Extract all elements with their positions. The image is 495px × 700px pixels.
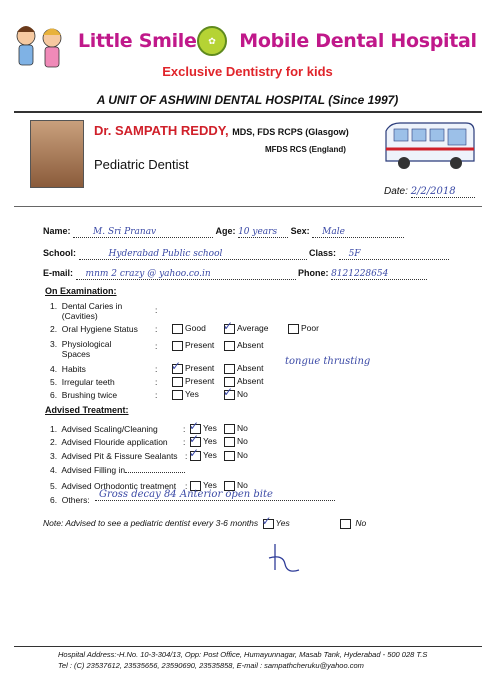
checkbox[interactable] [172, 341, 183, 351]
email-value: mnm 2 crazy @ yahoo.co.in [76, 269, 296, 280]
option-label: No [237, 450, 248, 460]
treatment-item-6: 6. Others: [50, 495, 90, 505]
doctor-quals: MDS, FDS RCPS (Glasgow) [232, 127, 349, 137]
option-label: Present [185, 340, 215, 350]
option-label: Yes [203, 423, 217, 433]
exam-colon: : [155, 324, 158, 334]
follow-up-note [43, 513, 290, 529]
option-label: No [237, 389, 248, 399]
treatment-heading: Advised Treatment: [45, 405, 129, 415]
treatment-item-1: 1. Advised Scaling/Cleaning [50, 424, 158, 434]
spaces-absent-option[interactable] [222, 340, 263, 351]
name-label: Name: [43, 226, 71, 236]
option-label: No [237, 480, 248, 490]
option-label: No [237, 436, 248, 446]
header-divider [14, 111, 482, 113]
option-label: Absent [237, 363, 264, 373]
option-label: Poor [301, 323, 319, 333]
sex-value: Male [312, 227, 404, 238]
checkbox[interactable] [172, 377, 183, 387]
email-row [43, 268, 427, 280]
exam-colon: : [155, 390, 158, 400]
option-label: Present [185, 363, 215, 373]
checkbox[interactable] [288, 324, 299, 334]
scaling-no-option[interactable] [222, 423, 248, 434]
brushing-no-option[interactable] [222, 384, 248, 400]
checkbox[interactable] [340, 519, 351, 529]
check-icon: ✓ [261, 513, 272, 528]
date-value: 2/2/2018 [411, 186, 475, 198]
habits-absent-option[interactable] [222, 363, 263, 374]
option-label: Yes [185, 389, 199, 399]
treatment-colon: : [185, 451, 188, 461]
doctor-name: Dr. SAMPATH REDDY, [94, 123, 229, 138]
doctor-mfds: MFDS RCS (England) [265, 145, 346, 154]
checkbox[interactable] [224, 341, 235, 351]
option-label: Absent [237, 340, 264, 350]
treatment-item-4 [50, 465, 185, 475]
footer-divider [14, 646, 482, 647]
doctor-name-line [94, 123, 349, 138]
subtitle: Exclusive Dentistry for kids [162, 64, 333, 79]
note-text: Note: Advised to see a pediatric dentist every 3-6 months [43, 518, 259, 528]
check-icon: ✓ [223, 318, 234, 333]
phone-label: Phone: [298, 268, 329, 278]
age-value: 10 years [238, 227, 288, 238]
note-no-option[interactable] [338, 518, 366, 529]
hygiene-average-option[interactable] [222, 318, 269, 334]
checkbox[interactable] [224, 424, 235, 434]
name-row [43, 226, 404, 238]
checkbox[interactable] [224, 364, 235, 374]
note-yes-checkbox[interactable] [261, 513, 274, 529]
sealants-no-option[interactable] [222, 450, 248, 461]
exam-item-6: 6. Brushing twice [50, 390, 118, 400]
option-label: Absent [237, 376, 264, 386]
hospital-title [78, 30, 477, 52]
exam-colon: : [155, 364, 158, 374]
checkbox-checked[interactable] [223, 318, 235, 334]
exam-colon: : [155, 341, 158, 351]
brushing-yes-option[interactable] [170, 389, 199, 400]
irregular-present-option[interactable] [170, 376, 214, 387]
doctor-divider [14, 206, 482, 207]
option-label: Present [185, 376, 215, 386]
exam-colon: : [155, 377, 158, 387]
school-label: School: [43, 248, 76, 258]
title-part-1: Little Smile [78, 30, 197, 52]
exam-item-4: 4. Habits [50, 364, 86, 374]
hygiene-poor-option[interactable] [286, 323, 319, 334]
option-label: Good [185, 323, 206, 333]
checkbox-checked[interactable] [189, 445, 201, 461]
date-field [384, 186, 475, 198]
exam-item-3: 3. Physiological Spaces [50, 339, 112, 359]
treatment-item-4-label: 4. Advised Filling in [50, 465, 126, 475]
checkbox[interactable] [224, 451, 235, 461]
check-icon: ✓ [189, 445, 200, 460]
doctor-photo [30, 120, 84, 188]
checkbox-checked[interactable] [223, 384, 235, 400]
check-icon: ✓ [189, 418, 200, 433]
option-label: Yes [203, 450, 217, 460]
unit-line: A UNIT OF ASHWINI DENTAL HOSPITAL (Since 1997) [96, 93, 399, 107]
title-part-2: Mobile Dental Hospital [239, 30, 477, 52]
date-label: Date: [384, 186, 408, 197]
footer-line-1: Hospital Address:-H.No. 10-3-304/13, Opp: Post Office, Humayunnagar, Masab Tank, Hyderabad - 500 028 T.S [58, 650, 428, 659]
checkbox[interactable] [172, 324, 183, 334]
bus-icon [380, 117, 478, 177]
sealants-yes-option[interactable] [188, 445, 217, 461]
option-label: Average [237, 323, 269, 333]
treatment-item-2: 2. Advised Flouride application [50, 437, 168, 447]
sex-label: Sex: [290, 226, 310, 236]
school-value: Hyderabad Public school [79, 249, 307, 260]
check-icon: ✓ [223, 384, 234, 399]
checkbox[interactable] [172, 390, 183, 400]
habit-note: tongue thrusting [285, 356, 371, 367]
option-label: No [237, 423, 248, 433]
check-icon: ✓ [189, 431, 200, 446]
option-label: Yes [203, 480, 217, 490]
option-label: Yes [203, 436, 217, 446]
habits-present-option[interactable] [170, 358, 215, 374]
hygiene-good-option[interactable] [170, 323, 206, 334]
spaces-present-option[interactable] [170, 340, 214, 351]
exam-colon: : [155, 305, 158, 315]
age-label: Age: [215, 226, 236, 236]
tooth-logo-icon: ✿ [197, 26, 227, 56]
name-value: M. Sri Pranav [73, 227, 213, 238]
treatment-item-5: 5. Advised Orthodontic treatment [50, 481, 177, 491]
checkbox-checked[interactable] [171, 358, 183, 374]
class-value: 5F [339, 249, 449, 260]
school-row [43, 248, 449, 260]
email-label: E-mail: [43, 268, 74, 278]
exam-item-5: 5. Irregular teeth [50, 377, 115, 387]
option-label: No [355, 518, 367, 528]
footer-address [58, 650, 427, 670]
treatment-colon: : [185, 481, 188, 491]
treatment-colon: : [183, 437, 186, 447]
treatment-colon: : [183, 424, 186, 434]
exam-item-1: 1. Dental Caries in (Cavities) [50, 301, 123, 321]
others-value: Gross decay 84 Anterior open bite [95, 489, 335, 501]
exam-item-2: 2. Oral Hygiene Status [50, 324, 138, 334]
phone-value: 8121228654 [331, 269, 427, 280]
signature [265, 540, 305, 580]
note-yes-label: Yes [275, 518, 290, 528]
examination-heading: On Examination: [45, 286, 117, 296]
filling-blank [125, 472, 185, 473]
check-icon: ✓ [171, 358, 182, 373]
footer-line-2: Tel : (C) 23537612, 23535656, 23590690, 23535858, E-mail : sampathcheruku@yahoo.com [58, 661, 364, 670]
checkbox[interactable] [224, 437, 235, 447]
class-label: Class: [309, 248, 337, 258]
treatment-item-3: 3. Advised Pit & Fissure Sealants [50, 451, 178, 461]
doctor-role: Pediatric Dentist [94, 157, 189, 172]
flouride-no-option[interactable] [222, 436, 248, 447]
